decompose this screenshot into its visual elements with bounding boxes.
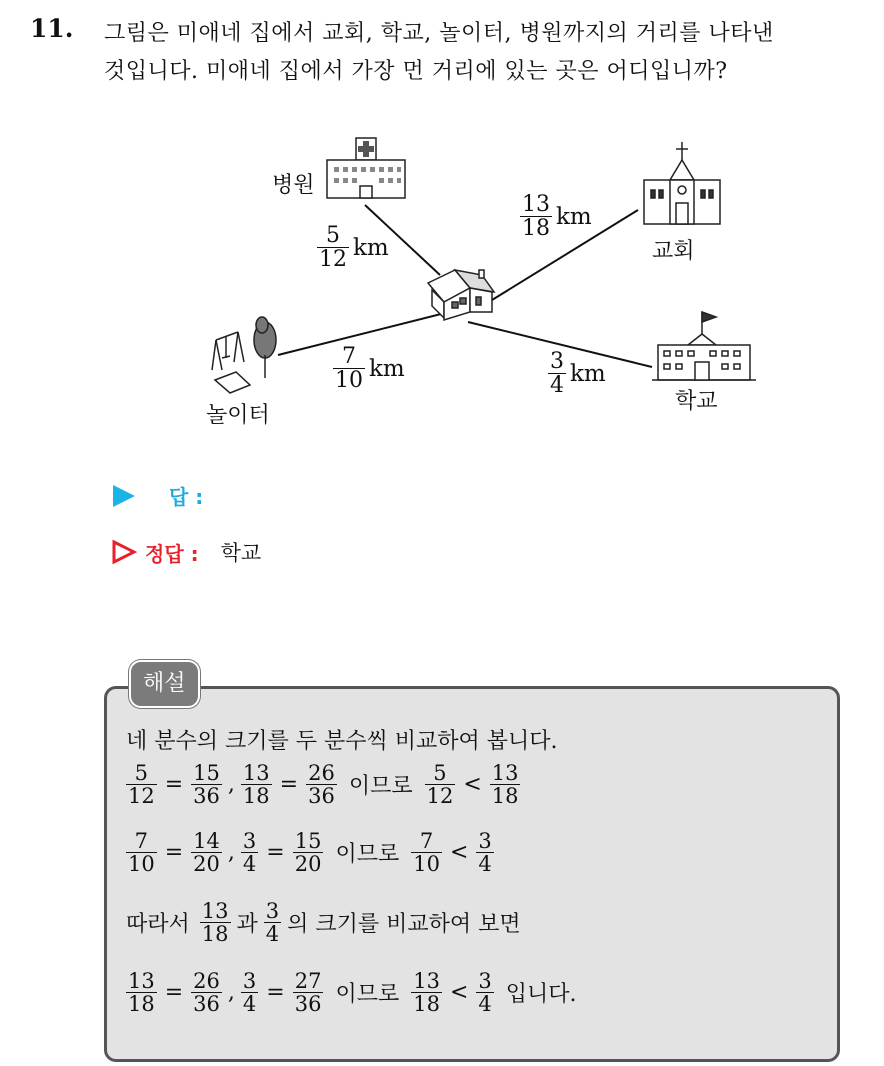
filled-triangle-icon <box>113 485 135 507</box>
explanation-line-4: 따라서 $\frac{13}{18}$ 과 $\frac{3}{4}$ 의 크기를 비교하여 보면 <box>126 899 521 947</box>
answer-row <box>113 481 211 510</box>
explanation-line-3: $\frac{7}{10}$ = $\frac{14}{20}$ , $\frac{3}{4}$ = $\frac{15}{20}$ 이므로 $\frac{7}{10}$ < $\frac{3}{4}$ <box>128 829 492 877</box>
hospital-icon <box>327 138 405 198</box>
playground-icon <box>212 317 276 393</box>
explanation-tab: 해설 <box>129 660 200 708</box>
distance-label-playground: $\frac{7}{10}$ km <box>335 344 405 394</box>
explanation-line-2: $\frac{5}{12}$ = $\frac{15}{36}$ , $\frac{13}{18}$ = $\frac{26}{36}$ 이므로 $\frac{5}{12}$ < $\frac{13}{18}$ <box>128 761 519 809</box>
explanation-intro: 네 분수의 크기를 두 분수씩 비교하여 봅니다. <box>126 729 558 754</box>
place-label-church: 교회 <box>652 239 695 264</box>
school-icon <box>652 312 756 380</box>
correct-answer-label: 정답 : <box>145 541 199 566</box>
correct-answer-value: 학교 <box>220 541 262 565</box>
place-label-hospital: 병원 <box>272 173 315 198</box>
answer-label: 답 : <box>169 485 204 509</box>
question-text-line2: 것입니다. 미애네 집에서 가장 먼 거리에 있는 곳은 어디입니까? <box>104 59 728 84</box>
church-icon <box>644 142 720 224</box>
explanation-line-5: $\frac{13}{18}$ = $\frac{26}{36}$ , $\frac{3}{4}$ = $\frac{27}{36}$ 이므로 $\frac{13}{18}$ < $\frac{3}{4}$ 입니다. <box>128 969 577 1017</box>
distance-diagram <box>0 0 884 460</box>
home-icon <box>428 270 494 320</box>
distance-label-church: $\frac{13}{18}$ km <box>522 192 592 242</box>
place-label-playground: 놀이터 <box>206 403 270 428</box>
outline-triangle-icon <box>111 539 137 565</box>
correct-answer-row <box>111 537 261 567</box>
distance-label-hospital: $\frac{5}{12}$ km <box>319 223 389 273</box>
question-text-line1: 그림은 미애네 집에서 교회, 학교, 놀이터, 병원까지의 거리를 나타낸 <box>104 21 774 46</box>
question-number: 11. <box>30 14 74 43</box>
distance-label-school: $\frac{3}{4}$ km <box>550 349 606 399</box>
place-label-school: 학교 <box>675 389 718 414</box>
